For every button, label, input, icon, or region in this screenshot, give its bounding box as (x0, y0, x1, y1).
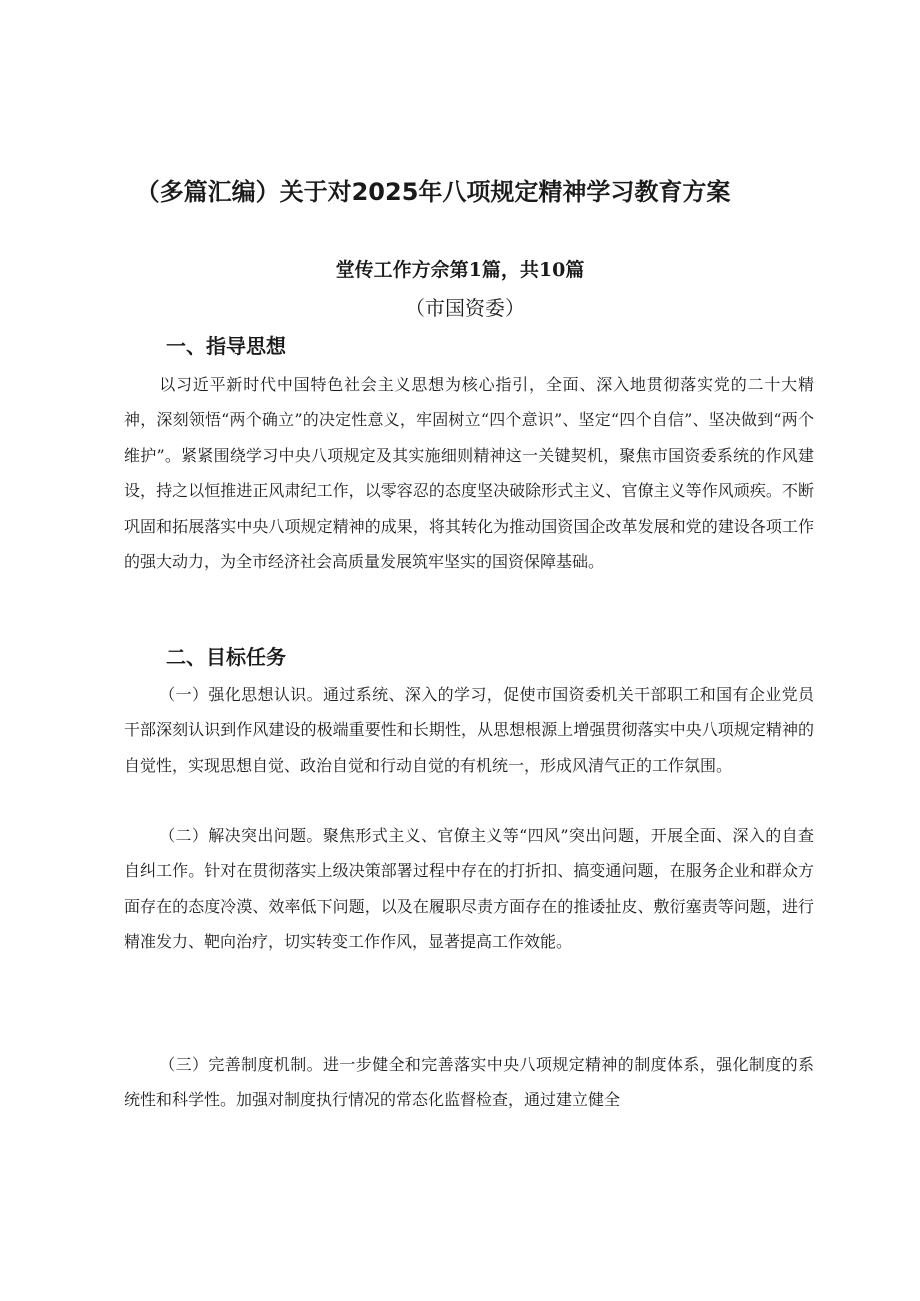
section-heading-guiding-ideology: 一、指导思想 (166, 334, 286, 358)
paragraph-solve-problems: （二）解决突出问题。聚焦形式主义、官僚主义等“四风”突出问题，开展全面、深入的自查自纠工作。针对在贯彻落实上级决策部署过程中存在的打折扣、搞变通问题，在服务企业和群众方面存在的态度冷漠、效率低下问题，以及在履职尽责方面存在的推诿扯皮、敷衍塞责等问题，进行精准发力、靶向治疗，切实转变工作作风，显著提高工作效能。 (124, 826, 814, 952)
document-title: （多篇汇编）关于对2025年八项规定精神学习教育方案 (135, 178, 731, 206)
paragraph-improve-mechanisms: （三）完善制度机制。进一步健全和完善落实中央八项规定精神的制度体系，强化制度的系统性和科学性。加强对制度执行情况的常态化监督检查，通过建立健全 (124, 1055, 814, 1110)
paragraph-strengthen-awareness: （一）强化思想认识。通过系统、深入的学习，促使市国资委机关干部职工和国有企业党员干部深刻认识到作风建设的极端重要性和长期性，从思想根源上增强贯彻落实中央八项规定精神的自觉性，实现思想自觉、政治自觉和行动自觉的有机统一，形成风清气正的工作氛围。 (124, 685, 814, 775)
paragraph-guiding-ideology: 以习近平新时代中国特色社会主义思想为核心指引，全面、深入地贯彻落实党的二十大精神，深刻领悟“两个确立”的决定性意义，牢固树立“四个意识”、坚定“四个自信”、坚决做到“两个维护”。紧紧围绕学习中央八项规定及其实施细则精神这一关键契机，聚焦市国资委系统的作风建设，持之以恒推进正风肃纪工作，以零容忍的态度坚决破除形式主义、官僚主义等作风顽疾。不断巩固和拓展落实中央八项规定精神的成果，将其转化为推动国资国企改革发展和党的建设各项工作的强大动力，为全市经济社会高质量发展筑牢坚实的国资保障基础。 (124, 375, 814, 572)
document-organization: （市国资委） (405, 296, 525, 320)
document-subtitle: 堂传工作方佘第1篇，共10篇 (335, 259, 585, 281)
section-heading-goals-tasks: 二、目标任务 (166, 645, 286, 669)
